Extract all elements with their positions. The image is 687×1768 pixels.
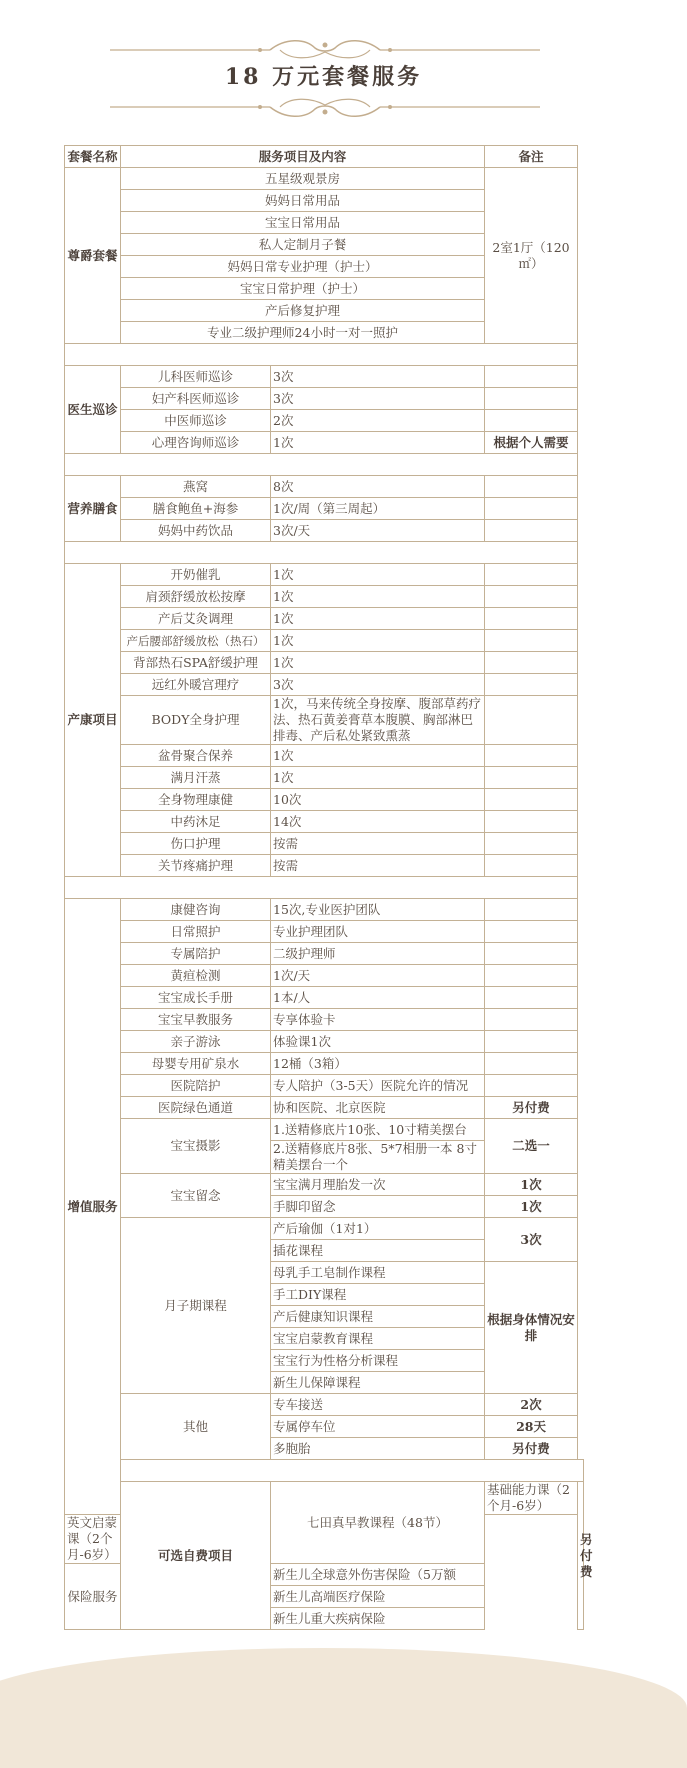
table-row <box>65 1218 584 1240</box>
item-cell: 满月汗蒸 <box>121 767 271 789</box>
note-cell: 1次 <box>485 1196 578 1218</box>
value-cell: 1本/人 <box>271 987 485 1009</box>
value-cell: 英文启蒙课（2个月-6岁） <box>65 1515 121 1564</box>
item-cell: 妇产科医师巡诊 <box>121 388 271 410</box>
item-cell: 远红外暖宫理疗 <box>121 674 271 696</box>
table-row <box>65 1009 584 1031</box>
note-cell: 根据身体情况安排 <box>485 1262 578 1394</box>
value-cell: 3次 <box>271 674 485 696</box>
item-cell: 心理咨询师巡诊 <box>121 432 271 454</box>
section-name: 产康项目 <box>65 564 121 877</box>
table-row <box>65 630 584 652</box>
value-cell: 宝宝行为性格分析课程 <box>271 1350 485 1372</box>
value-cell: 1次，马来传统全身按摩、腹部草药疗法、热石黄姜膏草本腹膜、胸部淋巴排毒、产后私处紧致熏蒸 <box>271 696 485 745</box>
value-cell: 按需 <box>271 855 485 877</box>
item-cell: BODY全身护理 <box>121 696 271 745</box>
item-cell: 妈妈日常专业护理（护士） <box>121 256 485 278</box>
value-cell: 母乳手工皂制作课程 <box>271 1262 485 1284</box>
note-cell <box>485 564 578 586</box>
table-header-row <box>65 146 584 168</box>
spacer-row <box>65 344 584 366</box>
item-cell: 黄疸检测 <box>121 965 271 987</box>
value-cell: 1次 <box>271 586 485 608</box>
item-cell: 五星级观景房 <box>121 168 485 190</box>
table-row <box>65 1097 584 1119</box>
item-cell: 母婴专用矿泉水 <box>121 1053 271 1075</box>
value-cell: 1.送精修底片10张、10寸精美摆台 <box>271 1119 485 1141</box>
value-cell: 按需 <box>271 833 485 855</box>
value-cell: 产后瑜伽（1对1） <box>271 1218 485 1240</box>
item-cell: 妈妈中药饮品 <box>121 520 271 542</box>
item-cell: 盆骨聚合保养 <box>121 745 271 767</box>
spacer-row <box>65 542 584 564</box>
value-cell: 新生儿重大疾病保险 <box>271 1608 485 1630</box>
header <box>0 0 647 130</box>
note-cell <box>485 1075 578 1097</box>
table-row <box>65 586 584 608</box>
value-cell: 12桶（3箱） <box>271 1053 485 1075</box>
table-row <box>65 745 584 767</box>
value-cell: 1次 <box>271 630 485 652</box>
note-cell <box>485 811 578 833</box>
note-cell: 1次 <box>485 1174 578 1196</box>
table-row <box>65 855 584 877</box>
table-row <box>65 1119 584 1141</box>
note-cell <box>485 366 578 388</box>
note-cell <box>485 630 578 652</box>
value-cell: 2次 <box>271 410 485 432</box>
note-cell: 2次 <box>485 1394 578 1416</box>
table-row <box>65 410 584 432</box>
table-row <box>65 366 584 388</box>
item-cell: 月子期课程 <box>121 1218 271 1394</box>
spacer-row <box>65 454 584 476</box>
item-cell: 亲子游泳 <box>121 1031 271 1053</box>
bottom-decoration <box>0 1648 687 1768</box>
item-cell: 燕窝 <box>121 476 271 498</box>
item-cell: 关节疼痛护理 <box>121 855 271 877</box>
value-cell: 2.送精修底片8张、5*7相册一本 8寸精美摆台一个 <box>271 1141 485 1174</box>
item-cell: 伤口护理 <box>121 833 271 855</box>
note-cell: 2室1厅（120㎡） <box>485 168 578 344</box>
section-name: 医生巡诊 <box>65 366 121 454</box>
value-cell: 新生儿保障课程 <box>271 1372 485 1394</box>
value-cell: 手脚印留念 <box>271 1196 485 1218</box>
package-table <box>64 145 593 1630</box>
note-cell <box>485 767 578 789</box>
item-cell: 中药沐足 <box>121 811 271 833</box>
note-cell <box>485 899 578 921</box>
section-name: 增值服务 <box>65 899 121 1515</box>
note-cell <box>485 498 578 520</box>
value-cell: 1次 <box>271 608 485 630</box>
value-cell: 1次 <box>271 652 485 674</box>
value-cell: 3次/天 <box>271 520 485 542</box>
spacer-row <box>65 1460 584 1482</box>
value-cell: 宝宝启蒙教育课程 <box>271 1328 485 1350</box>
item-cell: 宝宝日常用品 <box>121 212 485 234</box>
item-cell: 背部热石SPA舒缓护理 <box>121 652 271 674</box>
item-cell: 肩颈舒缓放松按摩 <box>121 586 271 608</box>
note-cell: 28天 <box>485 1416 578 1438</box>
value-cell: 1次 <box>271 432 485 454</box>
note-cell <box>485 789 578 811</box>
value-cell: 1次/周（第三周起） <box>271 498 485 520</box>
item-cell: 私人定制月子餐 <box>121 234 485 256</box>
note-cell <box>485 1009 578 1031</box>
value-cell: 产后健康知识课程 <box>271 1306 485 1328</box>
value-cell: 协和医院、北京医院 <box>271 1097 485 1119</box>
item-cell: 全身物理康健 <box>121 789 271 811</box>
table-row <box>65 498 584 520</box>
table-row <box>65 1031 584 1053</box>
table-row <box>65 987 584 1009</box>
table-row <box>65 899 584 921</box>
note-cell <box>485 696 578 745</box>
table-row <box>65 1394 584 1416</box>
table-row <box>65 943 584 965</box>
item-cell: 医院绿色通道 <box>121 1097 271 1119</box>
table-row <box>65 965 584 987</box>
note-cell <box>485 476 578 498</box>
note-cell <box>485 855 578 877</box>
value-cell: 3次 <box>271 388 485 410</box>
item-cell: 其他 <box>121 1394 271 1460</box>
value-cell: 1次 <box>271 767 485 789</box>
table-row <box>65 1075 584 1097</box>
note-cell <box>485 674 578 696</box>
item-cell: 产后艾灸调理 <box>121 608 271 630</box>
note-cell: 另付费 <box>485 1438 578 1460</box>
table-row <box>65 476 584 498</box>
header-cell: 备注 <box>485 146 578 168</box>
item-cell: 宝宝摄影 <box>121 1119 271 1174</box>
table-row <box>65 652 584 674</box>
value-cell: 多胞胎 <box>271 1438 485 1460</box>
value-cell: 专属停车位 <box>271 1416 485 1438</box>
note-cell <box>485 943 578 965</box>
value-cell: 1次 <box>271 745 485 767</box>
item-cell: 七田真早教课程（48节） <box>271 1482 485 1564</box>
item-cell: 日常照护 <box>121 921 271 943</box>
table-row <box>65 564 584 586</box>
value-cell: 1次/天 <box>271 965 485 987</box>
header-cell: 服务项目及内容 <box>121 146 485 168</box>
value-cell: 专享体验卡 <box>271 1009 485 1031</box>
note-cell <box>485 388 578 410</box>
value-cell: 8次 <box>271 476 485 498</box>
header-cell: 套餐名称 <box>65 146 121 168</box>
item-cell: 宝宝留念 <box>121 1174 271 1218</box>
note-cell: 3次 <box>485 1218 578 1262</box>
value-cell: 10次 <box>271 789 485 811</box>
table-row <box>65 1053 584 1075</box>
note-cell <box>485 652 578 674</box>
note-cell <box>485 1053 578 1075</box>
note-cell <box>485 608 578 630</box>
section-name: 营养膳食 <box>65 476 121 542</box>
item-cell: 膳食鲍鱼+海参 <box>121 498 271 520</box>
note-cell <box>485 410 578 432</box>
table-row <box>65 696 584 745</box>
item-cell: 医院陪护 <box>121 1075 271 1097</box>
note-cell <box>485 965 578 987</box>
item-cell: 专属陪护 <box>121 943 271 965</box>
ornament-bottom-icon <box>110 95 540 119</box>
note-cell <box>485 745 578 767</box>
table-row <box>65 432 584 454</box>
table-row <box>65 811 584 833</box>
value-cell: 14次 <box>271 811 485 833</box>
item-cell: 专业二级护理师24小时一对一照护 <box>121 322 485 344</box>
table-row <box>65 608 584 630</box>
note-cell <box>485 520 578 542</box>
page-title: 18 万元套餐服务 <box>224 64 423 90</box>
item-cell: 产后腰部舒缓放松（热石） <box>121 630 271 652</box>
value-cell: 插花课程 <box>271 1240 485 1262</box>
table-row <box>65 1174 584 1196</box>
table-row <box>65 789 584 811</box>
table-row <box>65 520 584 542</box>
table-row <box>65 388 584 410</box>
note-cell: 另付费 <box>485 1097 578 1119</box>
value-cell: 宝宝满月理胎发一次 <box>271 1174 485 1196</box>
value-cell: 新生儿全球意外伤害保险（5万额 <box>271 1564 485 1586</box>
table-row <box>65 921 584 943</box>
item-cell: 保险服务 <box>65 1564 121 1630</box>
item-cell: 中医师巡诊 <box>121 410 271 432</box>
value-cell: 专人陪护（3-5天）医院允许的情况 <box>271 1075 485 1097</box>
section-name: 可选自费项目 <box>121 1482 271 1630</box>
item-cell: 宝宝早教服务 <box>121 1009 271 1031</box>
note-cell <box>485 921 578 943</box>
value-cell: 二级护理师 <box>271 943 485 965</box>
table-row <box>65 1482 584 1515</box>
spacer-row <box>65 877 584 899</box>
item-cell: 康健咨询 <box>121 899 271 921</box>
value-cell: 手工DIY课程 <box>271 1284 485 1306</box>
value-cell: 15次,专业医护团队 <box>271 899 485 921</box>
item-cell: 妈妈日常用品 <box>121 190 485 212</box>
value-cell: 新生儿高端医疗保险 <box>271 1586 485 1608</box>
note-cell: 根据个人需要 <box>485 432 578 454</box>
value-cell: 3次 <box>271 366 485 388</box>
section-name: 尊爵套餐 <box>65 168 121 344</box>
value-cell: 专业护理团队 <box>271 921 485 943</box>
note-cell: 二选一 <box>485 1119 578 1174</box>
table-row <box>65 168 584 190</box>
value-cell: 基础能力课（2个月-6岁） <box>485 1482 578 1515</box>
table-row <box>65 767 584 789</box>
note-cell: 另付费 <box>578 1482 584 1630</box>
value-cell: 体验课1次 <box>271 1031 485 1053</box>
item-cell: 产后修复护理 <box>121 300 485 322</box>
note-cell <box>485 987 578 1009</box>
ornament-top-icon <box>110 38 540 62</box>
table-row <box>65 833 584 855</box>
item-cell: 开奶催乳 <box>121 564 271 586</box>
note-cell <box>485 1031 578 1053</box>
value-cell: 1次 <box>271 564 485 586</box>
item-cell: 儿科医师巡诊 <box>121 366 271 388</box>
item-cell: 宝宝成长手册 <box>121 987 271 1009</box>
table-row <box>65 674 584 696</box>
note-cell <box>485 833 578 855</box>
value-cell: 专车接送 <box>271 1394 485 1416</box>
item-cell: 宝宝日常护理（护士） <box>121 278 485 300</box>
note-cell <box>485 586 578 608</box>
